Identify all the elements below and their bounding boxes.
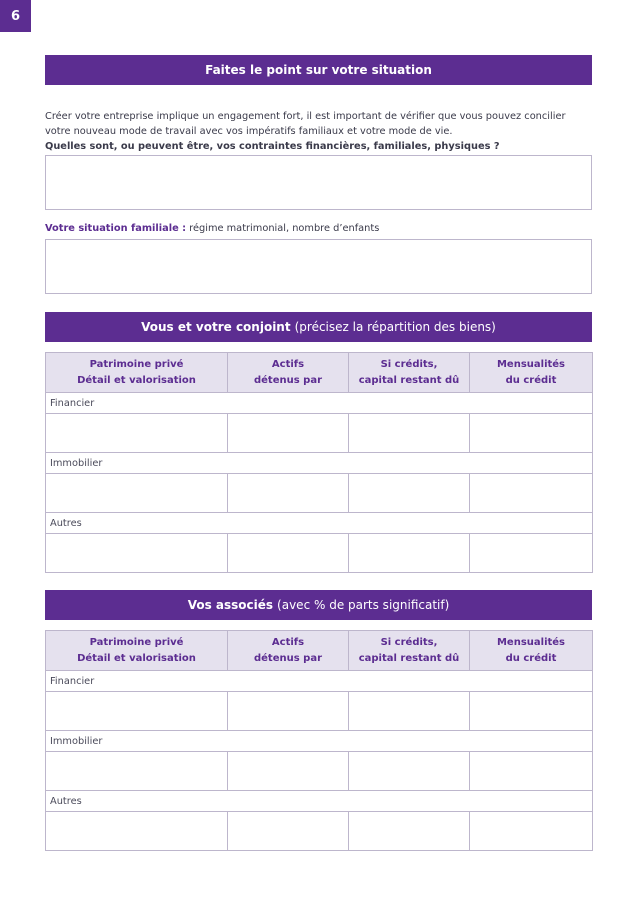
section-title-text: Faites le point sur votre situation: [205, 63, 432, 77]
intro-line-1: Créer votre entreprise implique un engagement fort, il est important de vérifier que vous pouvez concilier: [45, 111, 566, 122]
input-cell[interactable]: [46, 812, 228, 851]
family-situation-label-bold: Votre situation familiale :: [45, 223, 187, 234]
page-number: 6: [0, 0, 31, 32]
header-actifs: Actifs détenus par: [228, 631, 349, 671]
family-situation-label-rest: régime matrimonial, nombre d’enfants: [186, 223, 380, 234]
input-cell[interactable]: [46, 534, 228, 573]
input-cell[interactable]: [349, 692, 470, 731]
input-cell[interactable]: [46, 752, 228, 791]
intro-line-2: votre nouveau mode de travail avec vos impératifs familiaux et votre mode de vie.: [45, 126, 453, 137]
table-header-row: [46, 353, 593, 393]
constraints-question: Quelles sont, ou peuvent être, vos contraintes financières, familiales, physiques ?: [45, 141, 500, 152]
table-row: [46, 534, 593, 573]
header-credits: Si crédits, capital restant dû: [349, 353, 470, 393]
table-row: [46, 414, 593, 453]
input-cell[interactable]: [349, 534, 470, 573]
header-credits: Si crédits, capital restant dû: [349, 631, 470, 671]
intro-text: [45, 109, 600, 154]
input-cell[interactable]: [349, 752, 470, 791]
table-row: [46, 812, 593, 851]
input-cell[interactable]: [349, 474, 470, 513]
input-cell[interactable]: [470, 534, 593, 573]
header-patrimoine: Patrimoine privé Détail et valorisation: [46, 353, 228, 393]
table-row: [46, 692, 593, 731]
input-cell[interactable]: [228, 534, 349, 573]
input-cell[interactable]: [470, 692, 593, 731]
input-cell[interactable]: [349, 812, 470, 851]
section-title-situation: [45, 55, 592, 85]
input-cell[interactable]: [470, 752, 593, 791]
section-title-spouse: [45, 312, 592, 342]
section-title-partners: [45, 590, 592, 620]
table-header-row: [46, 631, 593, 671]
section-row-immobilier: Immobilier: [46, 453, 593, 474]
section-row-autres: Autres: [46, 513, 593, 534]
section-title-paren: (précisez la répartition des biens): [294, 320, 496, 334]
section-title-bold: Vous et votre conjoint: [141, 320, 291, 334]
section-row-financier: Financier: [46, 671, 593, 692]
header-actifs: Actifs détenus par: [228, 353, 349, 393]
section-row-immobilier: Immobilier: [46, 731, 593, 752]
input-cell[interactable]: [349, 414, 470, 453]
header-mensualites: Mensualités du crédit: [470, 353, 593, 393]
family-situation-label: [45, 223, 379, 234]
input-cell[interactable]: [470, 474, 593, 513]
header-patrimoine: Patrimoine privé Détail et valorisation: [46, 631, 228, 671]
input-cell[interactable]: [46, 692, 228, 731]
section-title-paren: (avec % de parts significatif): [277, 598, 450, 612]
input-cell[interactable]: [228, 414, 349, 453]
input-cell[interactable]: [228, 692, 349, 731]
header-mensualites: Mensualités du crédit: [470, 631, 593, 671]
input-cell[interactable]: [228, 812, 349, 851]
family-situation-answer-box[interactable]: [45, 239, 592, 294]
input-cell[interactable]: [228, 474, 349, 513]
partners-assets-table: [45, 630, 593, 851]
input-cell[interactable]: [228, 752, 349, 791]
section-title-bold: Vos associés: [187, 598, 274, 612]
input-cell[interactable]: [470, 812, 593, 851]
input-cell[interactable]: [46, 414, 228, 453]
section-row-financier: Financier: [46, 393, 593, 414]
input-cell[interactable]: [46, 474, 228, 513]
input-cell[interactable]: [470, 414, 593, 453]
section-row-autres: Autres: [46, 791, 593, 812]
table-row: [46, 752, 593, 791]
table-row: [46, 474, 593, 513]
spouse-assets-table: [45, 352, 593, 573]
constraints-answer-box[interactable]: [45, 155, 592, 210]
